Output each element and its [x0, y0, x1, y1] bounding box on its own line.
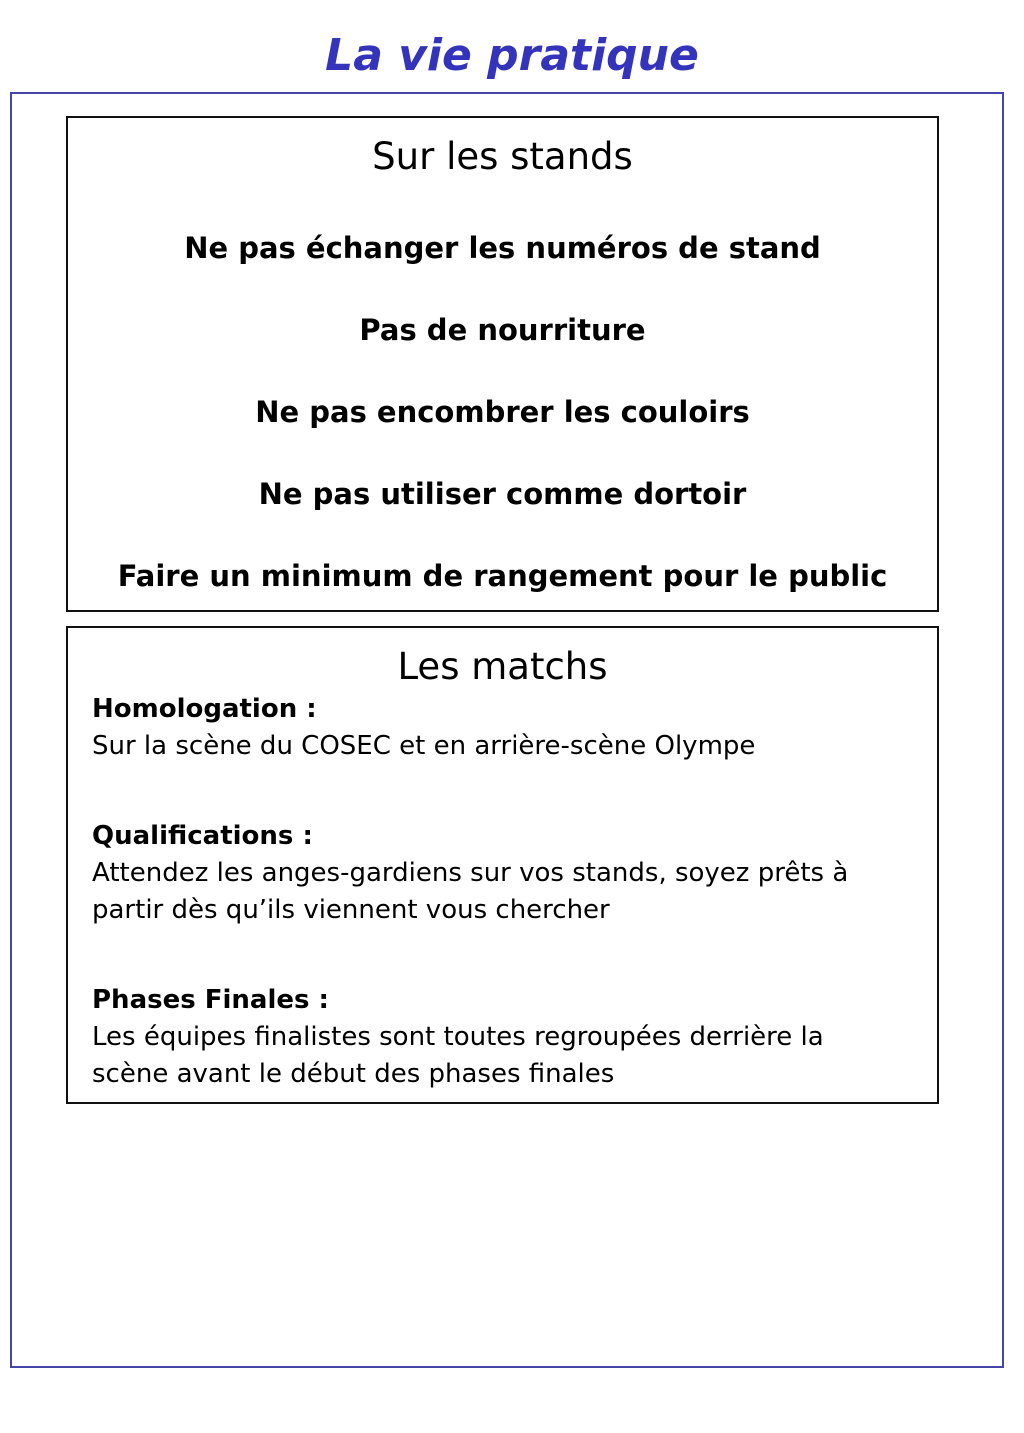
match-section-homologation [92, 691, 892, 765]
match-section-phases-finales [92, 982, 892, 1093]
matchs-box [66, 626, 939, 1104]
section-text: Attendez les anges-gardiens sur vos stands, soyez prêts à partir dès qu’ils viennent vous chercher [92, 858, 849, 925]
section-label: Qualifications : [92, 821, 313, 851]
stand-rule-item: Faire un minimum de rangement pour le public [117, 559, 888, 593]
stand-rule-item: Ne pas échanger les numéros de stand [184, 231, 821, 265]
stands-box [66, 116, 939, 612]
stand-rule-item: Ne pas utiliser comme dortoir [258, 477, 747, 511]
section-label: Homologation : [92, 694, 317, 724]
section-label: Phases Finales : [92, 985, 329, 1015]
match-section-qualifications [92, 818, 892, 929]
stands-heading: Sur les stands [372, 135, 633, 178]
section-text: Sur la scène du COSEC et en arrière-scène Olympe [92, 731, 756, 761]
page-title: La vie pratique [325, 30, 699, 81]
section-text: Les équipes finalistes sont toutes regroupées derrière la scène avant le début des phases finales [92, 1022, 824, 1089]
stand-rule-item: Ne pas encombrer les couloirs [255, 395, 750, 429]
matchs-heading: Les matchs [397, 645, 608, 688]
stand-rule-item: Pas de nourriture [359, 313, 646, 347]
